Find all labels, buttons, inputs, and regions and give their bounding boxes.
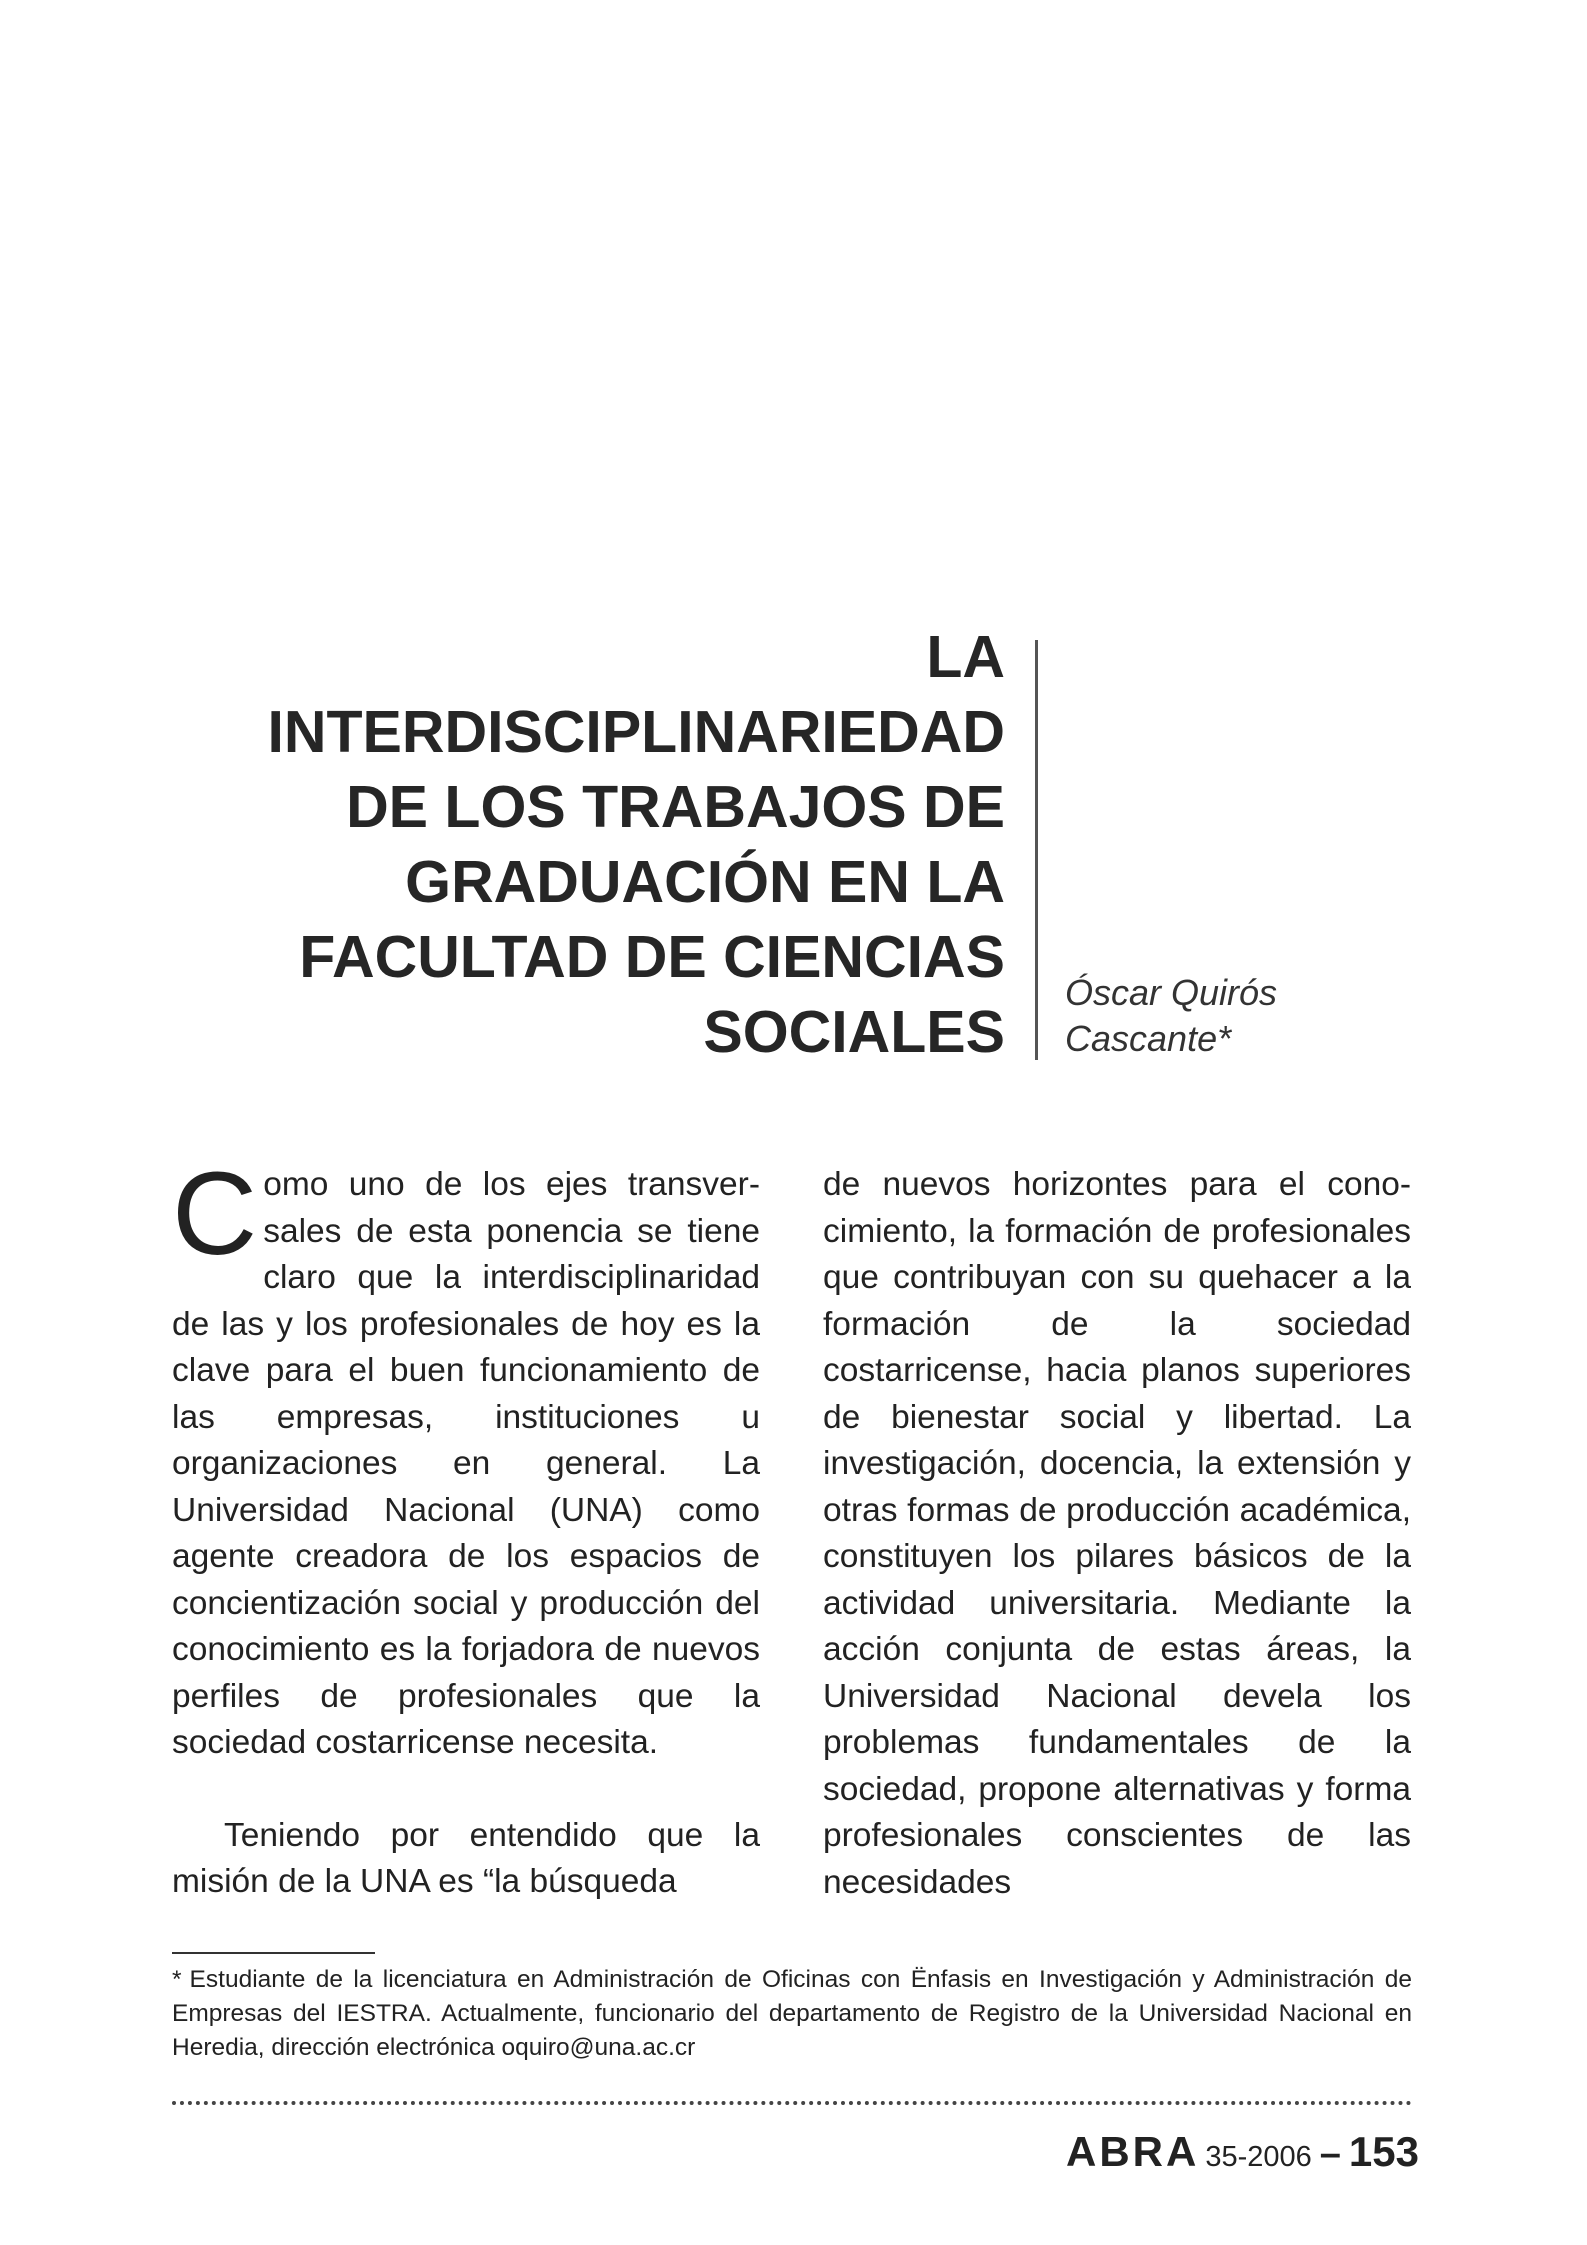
journal-issue: 35-2006 <box>1205 2141 1312 2173</box>
body-paragraph <box>172 1148 760 1767</box>
body-paragraph: Teniendo por entendido que la misión de la UNA es “la búsqueda <box>172 1816 760 1900</box>
footnote-rule <box>172 1952 375 1954</box>
article-title <box>160 620 1005 1070</box>
author-line: Cascante* <box>1065 1018 1232 1059</box>
title-line: SOCIALES <box>703 999 1005 1065</box>
folio-dash: – <box>1319 2133 1341 2175</box>
page-folio <box>1066 2128 1419 2176</box>
author-name <box>1065 970 1277 1062</box>
paragraph-text: omo uno de los ejes transversales de esta ponencia se tiene claro que la interdisciplinaridad de las y los profesionales de hoy es la clave para el buen funcionamiento de las empresas, instituciones u organizaciones en general. La Universidad Nacional (UNA) como agente creadora de los espacios de concientización social y producción del conocimiento es la forjadora de nuevos perfiles de profesionales que la sociedad costarricense necesita. <box>172 1166 760 1761</box>
body-paragraph: de nuevos horizontes para el conocimiento, la formación de profesionales que contribuyan con su quehacer a la formación de la sociedad costarricense, hacia planos superiores de bienestar social y libertad. La investigación, docencia, la extensión y otras formas de producción académica, constituyen los pilares básicos de la actividad universitaria. Mediante la acción conjunta de estas áreas, la Universidad Nacional devela los problemas fundamentales de la sociedad, propone alternativas y forma profesionales conscientes de las necesidades <box>823 1166 1411 1901</box>
footnote <box>172 1963 1412 2065</box>
title-line: FACULTAD DE CIENCIAS <box>299 924 1005 990</box>
drop-cap: C <box>172 1148 258 1280</box>
body-column-right <box>823 1162 1411 1906</box>
dotted-separator <box>172 2101 1412 2105</box>
title-divider <box>1035 640 1038 1060</box>
footnote-marker: * <box>172 1966 182 1993</box>
author-line: Óscar Quirós <box>1065 972 1278 1013</box>
title-line: DE LOS TRABAJOS DE <box>346 774 1005 840</box>
footnote-text: Estudiante de la licenciatura en Administración de Oficinas con Ënfasis en Investigación y Administración de Empresas del IESTRA. Actualmente, funcionario del departamento de Registro de la Universidad Nacional en Heredia, dirección electrónica oquiro@una.ac.cr <box>172 1966 1412 2061</box>
body-column-left <box>172 1148 760 1906</box>
title-line: LA <box>926 624 1005 690</box>
journal-name: ABRA <box>1066 2128 1200 2175</box>
title-line: INTERDISCIPLINARIEDAD <box>267 699 1005 765</box>
page-number: 153 <box>1348 2128 1419 2175</box>
title-line: GRADUACIÓN EN LA <box>405 849 1005 915</box>
